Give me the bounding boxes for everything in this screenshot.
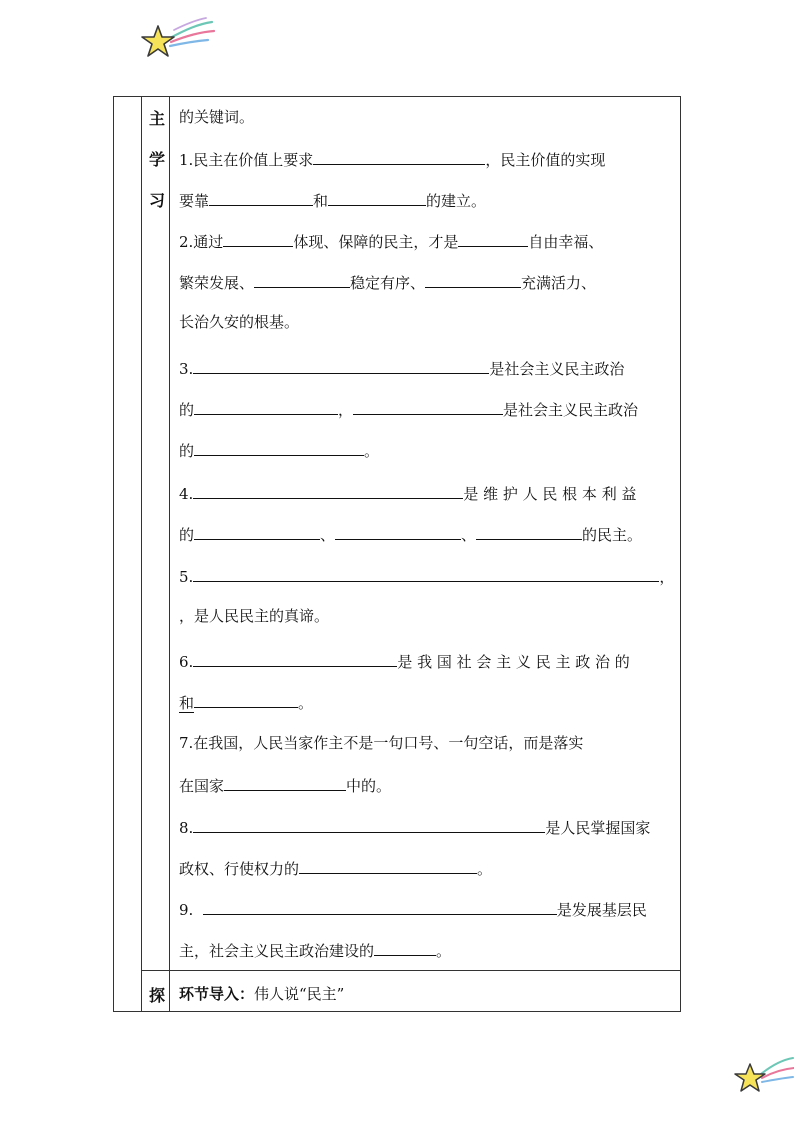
answer-blank[interactable] (299, 856, 477, 874)
section-heading (179, 983, 344, 1005)
worksheet-table (113, 96, 681, 1012)
question-6: 6. 是 我 国 社 会 主 义 民 主 政 治 的 (179, 649, 630, 671)
answer-blank[interactable] (194, 522, 320, 540)
answer-blank[interactable] (193, 481, 463, 499)
answer-blank[interactable] (254, 270, 350, 288)
question-3-cont: 的 。 (179, 438, 379, 460)
question-7-cont: 在国家 中的。 (179, 773, 391, 795)
answer-blank[interactable] (194, 397, 338, 415)
question-9: 9. 是发展基层民 (179, 897, 647, 919)
answer-blank[interactable] (224, 773, 346, 791)
answer-blank[interactable] (193, 649, 397, 667)
answer-blank[interactable] (203, 897, 557, 915)
question-1-cont: 要靠 和 的建立。 (179, 188, 486, 210)
answer-blank[interactable] (425, 270, 521, 288)
answer-blank[interactable] (353, 397, 503, 415)
text-line: 的关键词。 (179, 108, 255, 126)
answer-blank[interactable] (223, 229, 293, 247)
answer-blank[interactable] (476, 522, 582, 540)
question-9-cont: 主，社会主义民主政治建设的 。 (179, 938, 451, 960)
shooting-star-icon (733, 1050, 794, 1098)
question-4-cont: 的 、 、 的民主。 (179, 522, 642, 544)
answer-blank[interactable] (209, 188, 313, 206)
question-4: 4. 是 维 护 人 民 根 本 利 益 (179, 481, 636, 503)
question-3-cont: 的 ， 是社会主义民主政治 (179, 397, 638, 419)
answer-blank[interactable] (328, 188, 426, 206)
question-3: 3. 是社会主义民主政治 (179, 356, 624, 378)
answer-blank[interactable] (194, 438, 364, 456)
answer-blank[interactable] (194, 690, 298, 708)
answer-blank[interactable] (193, 356, 489, 374)
question-1: 1.民主在价值上要求 ，民主价值的实现 (179, 147, 605, 169)
side-label-xue: 学 (148, 150, 165, 169)
question-2: 2.通过 体现、保障的民主，才是 自由幸福、 (179, 229, 603, 251)
answer-blank[interactable] (374, 938, 436, 956)
shooting-star-icon (140, 16, 218, 62)
answer-blank[interactable] (193, 564, 659, 582)
question-5-cont: ，是人民民主的真谛。 (179, 607, 330, 625)
answer-blank[interactable] (193, 815, 545, 833)
answer-blank[interactable] (313, 147, 485, 165)
answer-blank[interactable] (458, 229, 528, 247)
question-2-cont: 繁荣发展、 稳定有序、 充满活力、 (179, 270, 596, 292)
column-divider (169, 97, 170, 1011)
side-label-xi: 习 (148, 191, 165, 210)
answer-blank[interactable] (335, 522, 461, 540)
question-8: 8. 是人民掌握国家 (179, 815, 650, 837)
section-text: 伟人说“民主” (254, 985, 345, 1003)
question-7: 7.在我国，人民当家作主不是一句口号、一句空话，而是落实 (179, 734, 584, 752)
row-divider (141, 970, 680, 971)
question-8-cont: 政权、行使权力的 。 (179, 856, 492, 878)
question-6-cont: 和 。 (179, 690, 313, 712)
column-divider (141, 97, 142, 1011)
section-title: 环节导入： (179, 985, 255, 1003)
side-label-zhu: 主 (148, 109, 165, 128)
question-2-cont: 长治久安的根基。 (179, 313, 300, 331)
question-5: 5. ， (179, 564, 674, 586)
side-label-tan: 探 (148, 986, 165, 1005)
